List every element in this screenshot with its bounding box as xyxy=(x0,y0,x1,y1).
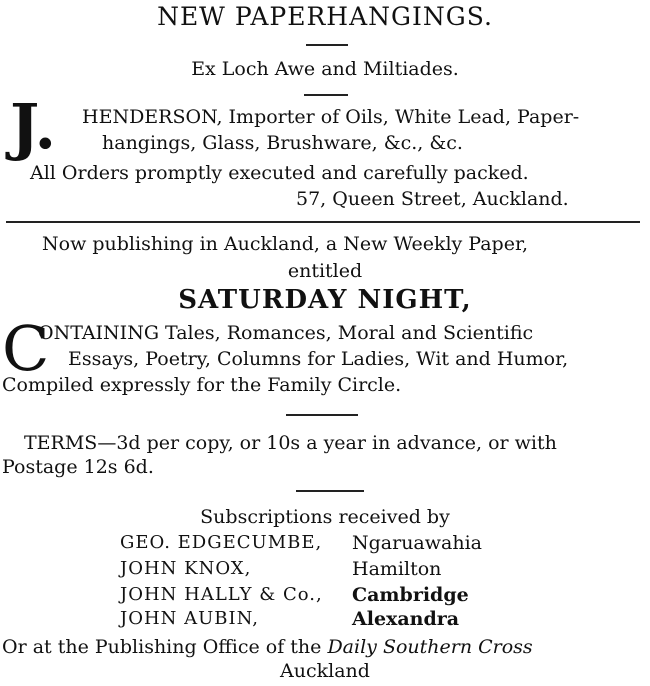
ad2-terms-2: Postage 12s 6d. xyxy=(2,456,154,478)
ad2-intro-2: entitled xyxy=(287,260,363,282)
ad1-subheading: Ex Loch Awe and Miltiades. xyxy=(191,58,459,80)
ad2-title: SATURDAY NIGHT, xyxy=(178,285,472,315)
agent-place: Alexandra xyxy=(352,608,460,630)
publishing-office-line xyxy=(2,636,533,658)
drop-initial-j: J. xyxy=(10,90,57,163)
agent-name: JOHN AUBIN, xyxy=(120,608,259,629)
ad2-content-1: ONTAINING Tales, Romances, Moral and Scientific xyxy=(38,322,534,344)
ad1-line-1: HENDERSON, Importer of Oils, White Lead, Paper- xyxy=(82,106,580,128)
drop-initial-c: C xyxy=(2,312,50,385)
footer-text: Or at the Publishing Office of the xyxy=(2,636,322,658)
newspaper-name: Daily Southern Cross xyxy=(327,636,533,658)
ad2-intro-1: Now publishing in Auckland, a New Weekly Paper, xyxy=(42,233,529,255)
ad1-heading: NEW PAPERHANGINGS. xyxy=(157,2,493,31)
ad1-line-3: All Orders promptly executed and carefully packed. xyxy=(30,162,529,184)
ad1-address: 57, Queen Street, Auckland. xyxy=(296,188,569,210)
divider xyxy=(304,94,348,96)
divider xyxy=(306,44,348,46)
divider xyxy=(296,490,364,492)
ad1-line-2: hangings, Glass, Brushware, &c., &c. xyxy=(102,132,463,154)
subscriptions-heading: Subscriptions received by xyxy=(200,506,450,528)
agent-place: Ngaruawahia xyxy=(352,532,482,554)
agent-place: Cambridge xyxy=(352,584,469,606)
agent-place: Hamilton xyxy=(352,558,442,580)
ad2-content-2: Essays, Poetry, Columns for Ladies, Wit and Humor, xyxy=(68,348,569,370)
footer-city: Auckland xyxy=(280,660,370,682)
agent-name: JOHN KNOX, xyxy=(120,558,252,579)
agent-name: JOHN HALLY & Co., xyxy=(120,584,323,605)
ad2-terms-1: TERMS—3d per copy, or 10s a year in advance, or with xyxy=(24,432,557,454)
agent-name: GEO. EDGECUMBE, xyxy=(120,532,323,553)
divider xyxy=(286,414,358,416)
section-divider xyxy=(6,221,640,223)
ad2-content-3: Compiled expressly for the Family Circle. xyxy=(2,374,402,396)
